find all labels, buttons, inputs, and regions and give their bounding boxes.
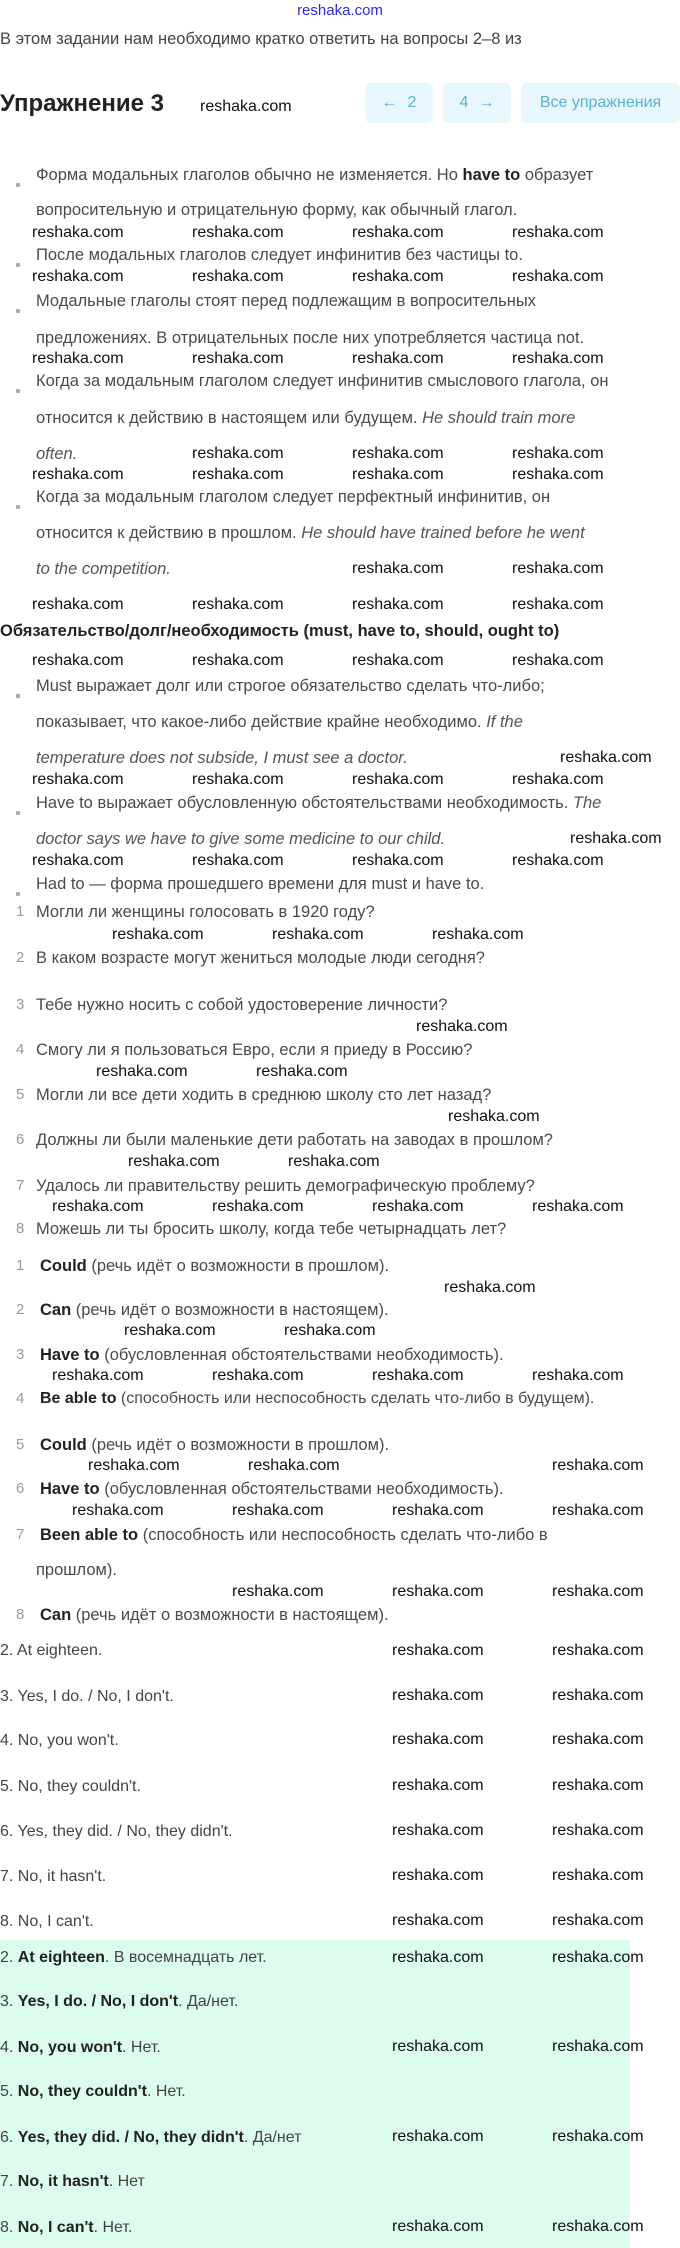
watermark-text: reshaka.com	[552, 1777, 644, 1794]
question-2: В каком возрасте могут жениться молодые люди сегодня?	[36, 949, 485, 967]
have-to-rule-line-2: doctor says we have to give some medicine to our child.	[36, 830, 446, 848]
watermark-text: reshaka.com	[128, 1153, 220, 1170]
watermark-text: reshaka.com	[192, 771, 284, 788]
rule-1-line-2: вопросительную и отрицательную форму, как обычный глагол.	[36, 201, 518, 219]
watermark-text: reshaka.com	[552, 2038, 644, 2055]
question-3: Тебе нужно носить с собой удостоверение личности?	[36, 996, 448, 1014]
watermark-text: reshaka.com	[88, 1457, 180, 1474]
modal-answer-7: Been able to (способность или неспособность сделать что-либо в	[40, 1526, 548, 1544]
watermark-text: reshaka.com	[96, 1063, 188, 1080]
modal-answer-3: Have to (обусловленная обстоятельствами необходимость).	[40, 1346, 504, 1364]
watermark-text: reshaka.com	[552, 1867, 644, 1884]
watermark-text: reshaka.com	[512, 771, 604, 788]
prev-label: 2	[407, 94, 417, 111]
modal-answer-6: Have to (обусловленная обстоятельствами необходимость).	[40, 1480, 504, 1498]
question-1: Могли ли женщины голосовать в 1920 году?	[36, 903, 375, 921]
watermark-text: reshaka.com	[552, 1822, 644, 1839]
answer-number: 5	[16, 1436, 25, 1453]
modal-answer-4: Be able to (способность или неспособность сделать что-либо в будущем).	[40, 1390, 595, 1407]
watermark-text: reshaka.com	[352, 560, 444, 577]
modal-answer-7-line-2: прошлом).	[36, 1561, 117, 1579]
watermark-text: reshaka.com	[212, 1198, 304, 1215]
watermark-text: reshaka.com	[32, 350, 124, 367]
watermark-text: reshaka.com	[192, 350, 284, 367]
watermark-text: reshaka.com	[432, 926, 524, 943]
watermark-text: reshaka.com	[352, 652, 444, 669]
watermark-text: reshaka.com	[444, 1279, 536, 1296]
answer-number: 4	[16, 1390, 25, 1407]
watermark-text: reshaka.com	[392, 1822, 484, 1839]
question-number: 4	[16, 1041, 25, 1058]
all-exercises-button[interactable]	[521, 83, 680, 123]
translated-answer: 4. No, you won't. Нет.	[0, 2039, 161, 2056]
watermark-text: reshaka.com	[352, 350, 444, 367]
modal-answer-8: Can (речь идёт о возможности в настоящем).	[40, 1606, 389, 1624]
rule-5-line-3: to the competition.	[36, 560, 171, 578]
watermark-text: reshaka.com	[352, 596, 444, 613]
question-number: 2	[16, 949, 25, 966]
watermark-text: reshaka.com	[32, 466, 124, 483]
watermark-text: reshaka.com	[192, 224, 284, 241]
watermark-text: reshaka.com	[552, 1583, 644, 1600]
section-heading: Обязательство/долг/необходимость (must, have to, should, ought to)	[0, 622, 560, 640]
bullet-icon	[16, 389, 20, 393]
question-6: Должны ли были маленькие дети работать на заводах в прошлом?	[36, 1131, 553, 1149]
question-number: 8	[16, 1220, 25, 1237]
bullet-icon	[16, 263, 20, 267]
watermark-text: reshaka.com	[512, 268, 604, 285]
question-5: Могли ли все дети ходить в среднюю школу сто лет назад?	[36, 1086, 492, 1104]
rule-5-line-2: относится к действию в прошлом. He should have trained before he went	[36, 524, 585, 542]
bullet-icon	[16, 183, 20, 187]
next-label: 4	[459, 94, 469, 111]
site-watermark-link[interactable]: reshaka.com	[297, 2, 383, 19]
answer-number: 1	[16, 1257, 25, 1274]
watermark-text: reshaka.com	[512, 652, 604, 669]
watermark-text: reshaka.com	[416, 1018, 508, 1035]
watermark-text: reshaka.com	[124, 1322, 216, 1339]
must-rule-line-1: Must выражает долг или строгое обязательство сделать что-либо;	[36, 677, 545, 695]
short-answer: 3. Yes, I do. / No, I don't.	[0, 1688, 174, 1705]
watermark-text: reshaka.com	[448, 1108, 540, 1125]
short-answer: 5. No, they couldn't.	[0, 1778, 141, 1795]
question-number: 7	[16, 1177, 25, 1194]
answer-number: 8	[16, 1606, 25, 1623]
watermark-text: reshaka.com	[512, 224, 604, 241]
rule-4-line-1: Когда за модальным глаголом следует инфинитив смыслового глагола, он	[36, 372, 609, 390]
watermark-text: reshaka.com	[512, 852, 604, 869]
watermark-text: reshaka.com	[192, 596, 284, 613]
watermark-text: reshaka.com	[288, 1153, 380, 1170]
watermark-text: reshaka.com	[392, 1867, 484, 1884]
watermark-text: reshaka.com	[532, 1198, 624, 1215]
watermark-text: reshaka.com	[552, 2128, 644, 2145]
bullet-icon	[16, 309, 20, 313]
bullet-icon	[16, 505, 20, 509]
watermark-text: reshaka.com	[352, 466, 444, 483]
watermark-text: reshaka.com	[32, 852, 124, 869]
watermark-text: reshaka.com	[560, 749, 652, 766]
rule-5-line-1: Когда за модальным глаголом следует перфектный инфинитив, он	[36, 488, 551, 506]
watermark-text: reshaka.com	[392, 1687, 484, 1704]
intro-text: В этом задании нам необходимо кратко ответить на вопросы 2–8 из	[0, 30, 522, 48]
answer-number: 2	[16, 1301, 25, 1318]
have-to-rule-line-1: Have to выражает обусловленную обстоятельствами необходимость. The	[36, 794, 602, 812]
watermark-text: reshaka.com	[192, 268, 284, 285]
prev-exercise-button[interactable]	[365, 83, 433, 123]
translated-answer: 2. At eighteen. В восемнадцать лет.	[0, 1949, 267, 1966]
watermark-text: reshaka.com	[372, 1367, 464, 1384]
rule-3-line-1: Модальные глаголы стоят перед подлежащим в вопросительных	[36, 292, 536, 310]
watermark-text: reshaka.com	[52, 1367, 144, 1384]
watermark-text: reshaka.com	[552, 1457, 644, 1474]
question-number: 5	[16, 1086, 25, 1103]
rule-4-line-2: относится к действию в настоящем или будущем. He should train more	[36, 409, 576, 427]
watermark-text: reshaka.com	[212, 1367, 304, 1384]
watermark-text: reshaka.com	[392, 1642, 484, 1659]
question-number: 1	[16, 903, 25, 920]
watermark-text: reshaka.com	[248, 1457, 340, 1474]
watermark-text: reshaka.com	[392, 2218, 484, 2235]
watermark-text: reshaka.com	[512, 445, 604, 462]
modal-answer-2: Can (речь идёт о возможности в настоящем).	[40, 1301, 389, 1319]
watermark-text: reshaka.com	[352, 852, 444, 869]
had-to-rule: Had to — форма прошедшего времени для must и have to.	[36, 875, 485, 893]
rule-2: После модальных глаголов следует инфинитив без частицы to.	[36, 246, 523, 264]
watermark-text: reshaka.com	[192, 652, 284, 669]
answer-number: 7	[16, 1526, 25, 1543]
watermark-text: reshaka.com	[392, 1731, 484, 1748]
translated-answer: 7. No, it hasn't. Нет	[0, 2173, 145, 2190]
watermark-text: reshaka.com	[112, 926, 204, 943]
watermark-text: reshaka.com	[192, 466, 284, 483]
watermark-text: reshaka.com	[192, 445, 284, 462]
modal-answer-1: Could (речь идёт о возможности в прошлом).	[40, 1257, 390, 1275]
watermark-text: reshaka.com	[392, 1583, 484, 1600]
short-answer: 2. At eighteen.	[0, 1642, 103, 1659]
watermark-text: reshaka.com	[232, 1502, 324, 1519]
watermark-text: reshaka.com	[372, 1198, 464, 1215]
watermark-text: reshaka.com	[352, 224, 444, 241]
watermark-text: reshaka.com	[32, 596, 124, 613]
translated-answer: 6. Yes, they did. / No, they didn't. Да/нет	[0, 2129, 302, 2146]
short-answer: 7. No, it hasn't.	[0, 1868, 107, 1885]
watermark-text: reshaka.com	[284, 1322, 376, 1339]
watermark-text: reshaka.com	[392, 2038, 484, 2055]
translated-answer: 3. Yes, I do. / No, I don't. Да/нет.	[0, 1993, 239, 2010]
watermark-text: reshaka.com	[392, 2128, 484, 2145]
watermark-text: reshaka.com	[272, 926, 364, 943]
watermark-text: reshaka.com	[552, 1912, 644, 1929]
watermark-text: reshaka.com	[392, 1502, 484, 1519]
watermark-text: reshaka.com	[32, 771, 124, 788]
watermark-text: reshaka.com	[552, 1949, 644, 1966]
bullet-icon	[16, 694, 20, 698]
translated-answer: 5. No, they couldn't. Нет.	[0, 2083, 186, 2100]
watermark-text: reshaka.com	[552, 1502, 644, 1519]
watermark-text: reshaka.com	[352, 445, 444, 462]
question-number: 6	[16, 1131, 25, 1148]
watermark-text: reshaka.com	[512, 560, 604, 577]
answer-number: 6	[16, 1480, 25, 1497]
watermark-text: reshaka.com	[570, 830, 662, 847]
arrow-left-icon: ←	[381, 94, 398, 111]
watermark-text: reshaka.com	[32, 268, 124, 285]
modal-answer-5: Could (речь идёт о возможности в прошлом).	[40, 1436, 390, 1454]
rule-1-line-1: Форма модальных глаголов обычно не изменяется. Но have to образует	[36, 166, 594, 184]
question-4: Смогу ли я пользоваться Евро, если я приеду в Россию?	[36, 1041, 473, 1059]
bullet-icon	[16, 811, 20, 815]
watermark-text: reshaka.com	[392, 1912, 484, 1929]
watermark-text: reshaka.com	[532, 1367, 624, 1384]
watermark-text: reshaka.com	[512, 350, 604, 367]
answer-number: 3	[16, 1346, 25, 1363]
watermark-text: reshaka.com	[72, 1502, 164, 1519]
question-7: Удалось ли правительству решить демографическую проблему?	[36, 1177, 535, 1195]
all-exercises-label: Все упражнения	[539, 94, 662, 111]
watermark-text: reshaka.com	[552, 2218, 644, 2235]
watermark-text: reshaka.com	[32, 224, 124, 241]
next-exercise-button[interactable]	[443, 83, 511, 123]
watermark-text: reshaka.com	[552, 1687, 644, 1704]
watermark-text: reshaka.com	[512, 466, 604, 483]
must-rule-line-2: показывает, что какое-либо действие крайне необходимо. If the	[36, 713, 523, 731]
watermark-text: reshaka.com	[512, 596, 604, 613]
watermark-text: reshaka.com	[52, 1198, 144, 1215]
bullet-icon	[16, 892, 20, 896]
watermark-text: reshaka.com	[392, 1777, 484, 1794]
short-answer: 8. No, I can't.	[0, 1913, 94, 1930]
watermark-text: reshaka.com	[232, 1583, 324, 1600]
watermark-text: reshaka.com	[352, 771, 444, 788]
question-8: Можешь ли ты бросить школу, когда тебе четырнадцать лет?	[36, 1220, 507, 1238]
watermark-text: reshaka.com	[552, 1731, 644, 1748]
short-answer: 6. Yes, they did. / No, they didn't.	[0, 1823, 233, 1840]
must-rule-line-3: temperature does not subside, I must see a doctor.	[36, 749, 408, 767]
watermark-text: reshaka.com	[192, 852, 284, 869]
watermark-text: reshaka.com	[552, 1642, 644, 1659]
watermark-text: reshaka.com	[32, 652, 124, 669]
rule-4-line-3: often.	[36, 445, 78, 463]
watermark-text: reshaka.com	[392, 1949, 484, 1966]
short-answer: 4. No, you won't.	[0, 1732, 119, 1749]
translated-answer: 8. No, I can't. Нет.	[0, 2219, 133, 2236]
question-number: 3	[16, 996, 25, 1013]
page-title: Упражнение 3	[0, 90, 164, 117]
watermark-text: reshaka.com	[352, 268, 444, 285]
watermark-text: reshaka.com	[256, 1063, 348, 1080]
watermark-text: reshaka.com	[200, 98, 292, 115]
rule-3-line-2: предложениях. В отрицательных после них употребляется частица not.	[36, 329, 585, 347]
arrow-right-icon: →	[478, 94, 495, 111]
